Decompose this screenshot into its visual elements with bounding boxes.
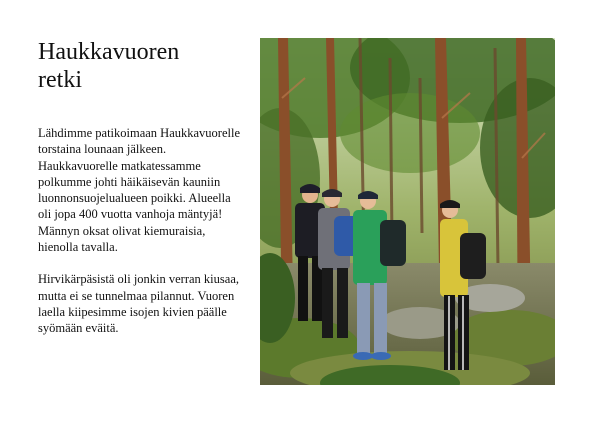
title-line-1: Haukkavuoren — [38, 39, 180, 65]
article-title — [38, 38, 238, 94]
paragraph-1: Lähdimme patikoimaan Haukkavuorelle torstaina lounaan jälkeen. Haukkavuorelle matkatessamme polkumme johti häikäisevän kauniin luonnonsuojelualueen poikki. Alueella oli jopa 400 vuotta vanhoja mäntyjä! Männyn oksat olivat kiemuraisia, hienolla tavalla. — [38, 126, 241, 255]
paragraph-2: Hirvikärpäsistä oli jonkin verran kiusaa, mutta ei se tunnelmaa pilannut. Vuoren laella kiipesimme isojen kivien päälle syömään eväitä. — [38, 272, 239, 336]
title-line-2: retki — [38, 67, 82, 93]
article-body — [38, 125, 243, 337]
photo-illustration — [260, 38, 555, 385]
forest-hike-photo — [260, 38, 555, 385]
